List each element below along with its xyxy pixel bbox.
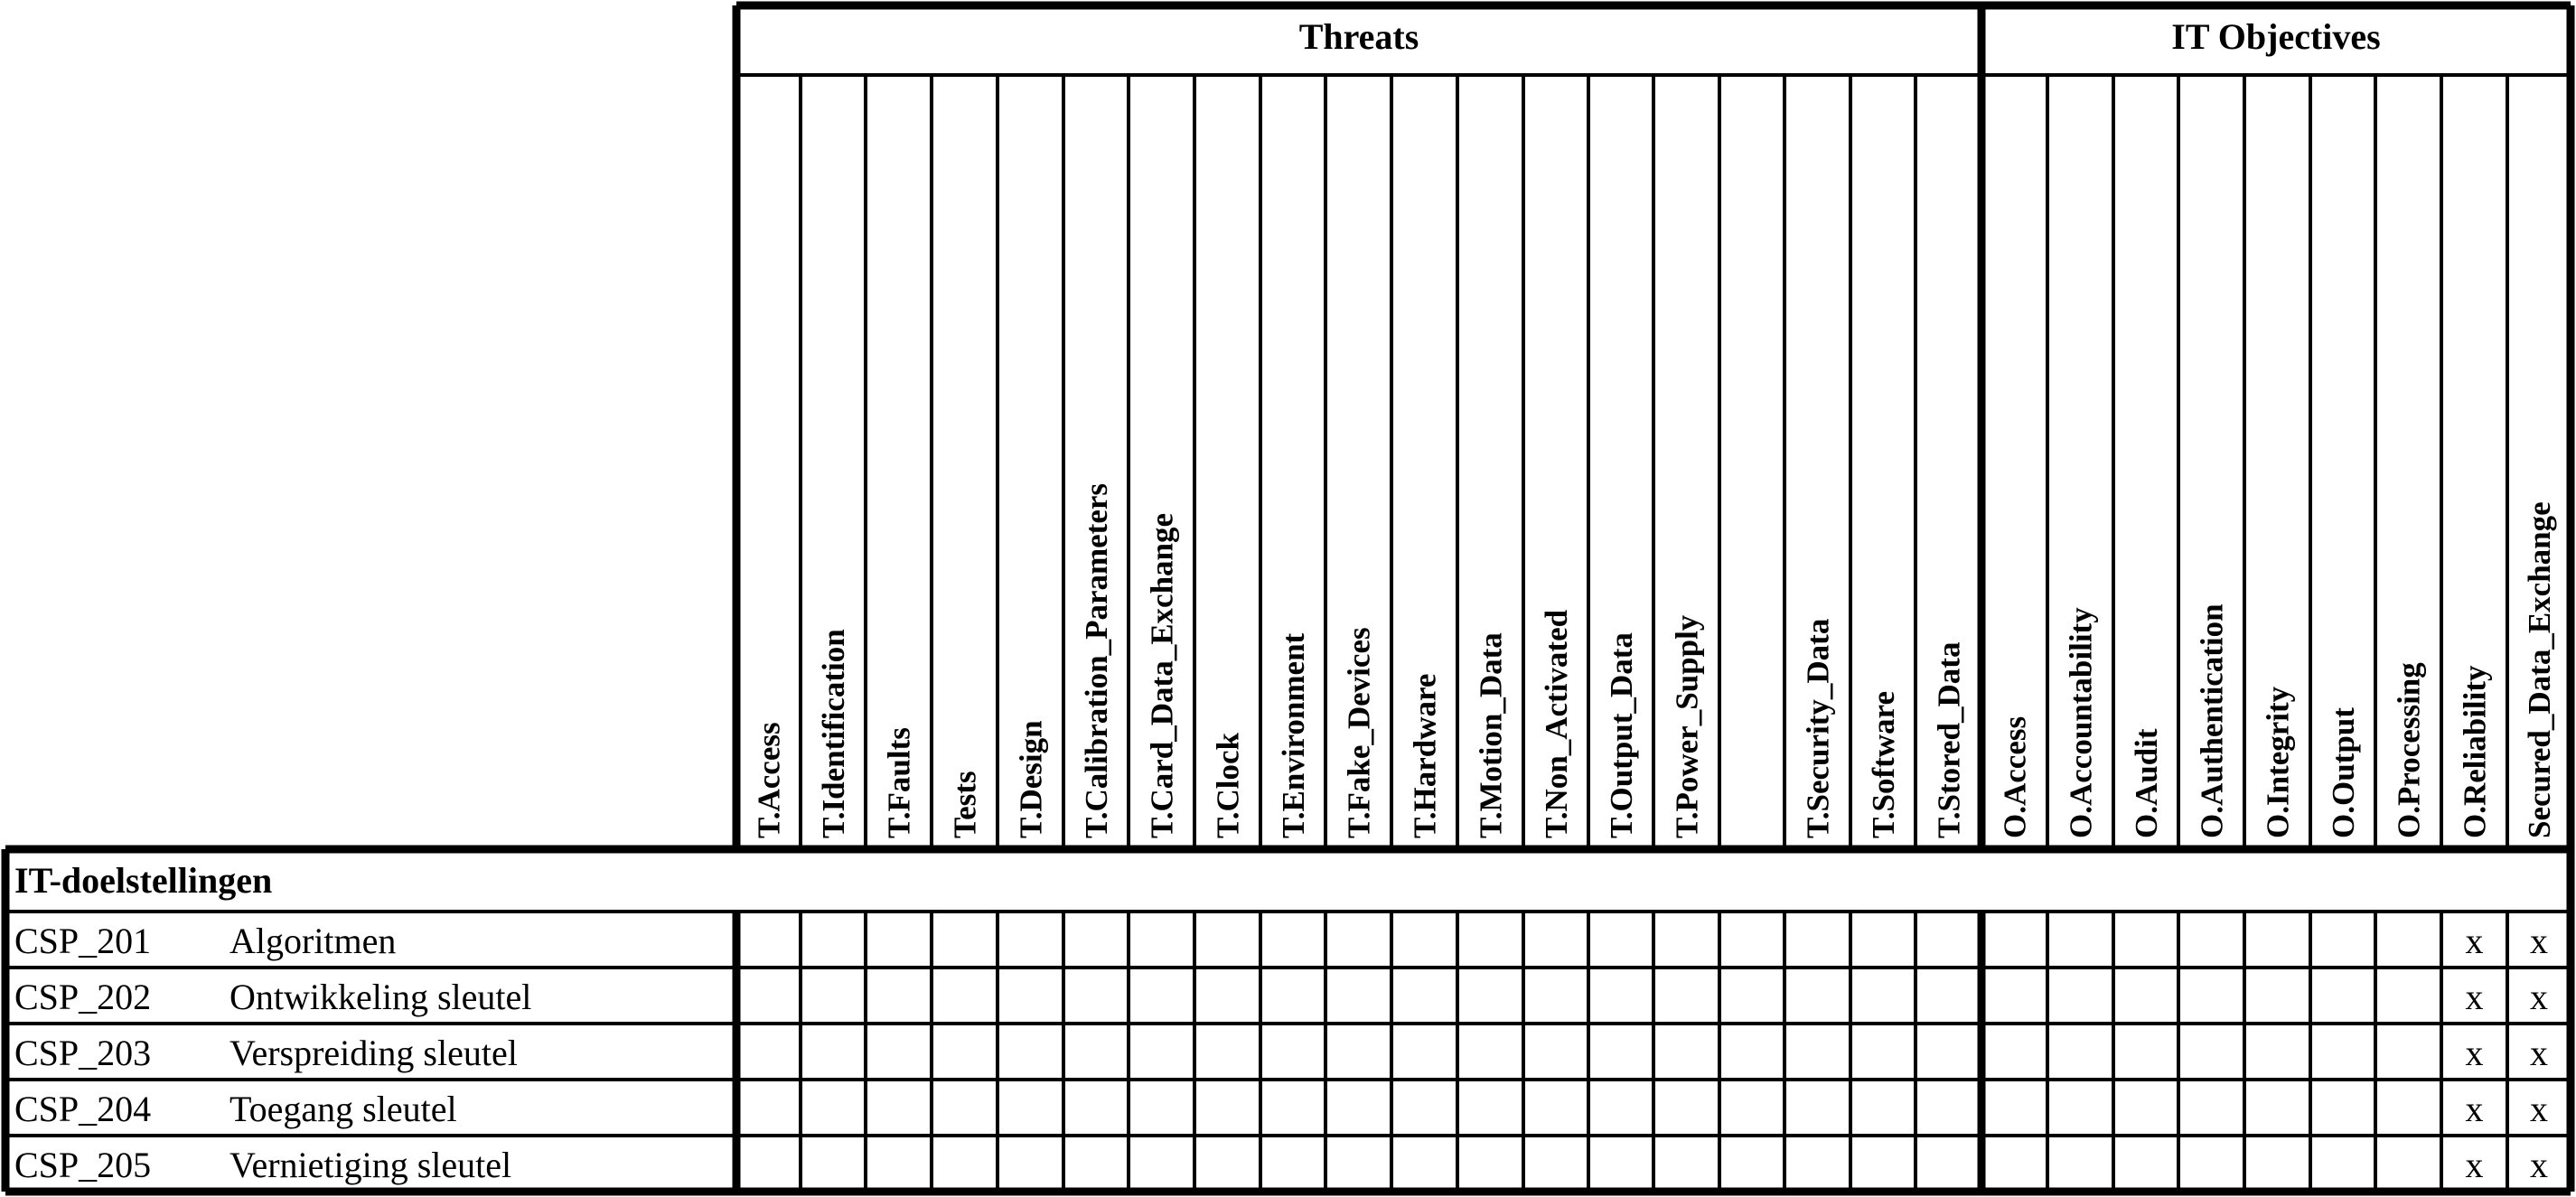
cell-mark: x [2465, 1145, 2484, 1185]
row-name: Verspreiding sleutel [229, 1033, 518, 1073]
column-header: T.Power_Supply [1669, 614, 1705, 838]
column-header: T.Card_Data_Exchange [1144, 512, 1180, 838]
table-row [14, 921, 2548, 961]
column-header: T.Clock [1210, 733, 1246, 838]
column-header: O.Integrity [2260, 686, 2296, 838]
cell-mark: x [2530, 977, 2548, 1017]
table-row [14, 1033, 2548, 1073]
column-header: T.Design [1013, 720, 1049, 838]
column-header: O.Accountability [2063, 607, 2099, 838]
cell-mark: x [2530, 921, 2548, 961]
column-header: O.Output [2326, 707, 2361, 838]
row-name: Vernietiging sleutel [229, 1145, 512, 1185]
row-code: CSP_203 [14, 1033, 152, 1073]
column-header: Secured_Data_Exchange [2522, 501, 2557, 838]
column-header: T.Stored_Data [1931, 641, 1967, 838]
row-code: CSP_202 [14, 977, 152, 1017]
column-header: T.Fake_Devices [1341, 627, 1377, 838]
row-name: Toegang sleutel [229, 1089, 457, 1129]
group-header-it-objectives: IT Objectives [2171, 16, 2381, 57]
column-header: O.Authentication [2194, 603, 2230, 838]
column-header: T.Identification [816, 629, 851, 838]
column-header: Tests [947, 771, 983, 838]
column-header: O.Access [1997, 715, 2033, 838]
cell-mark: x [2465, 1089, 2484, 1129]
row-code: CSP_201 [14, 921, 152, 961]
column-header: O.Processing [2391, 662, 2427, 838]
table-row [14, 977, 2548, 1017]
column-header: T.Hardware [1407, 673, 1443, 838]
column-header: T.Calibration_Parameters [1079, 482, 1114, 838]
table-row [14, 1089, 2548, 1129]
column-header: T.Software [1866, 691, 1901, 838]
cell-mark: x [2530, 1089, 2548, 1129]
group-header-threats: Threats [1298, 16, 1419, 57]
column-header: T.Output_Data [1604, 632, 1639, 838]
column-header: O.Audit [2129, 728, 2164, 838]
row-code: CSP_205 [14, 1145, 152, 1185]
row-name: Algoritmen [229, 921, 397, 961]
cell-mark: x [2465, 1033, 2484, 1073]
cell-mark: x [2530, 1145, 2548, 1185]
column-header: T.Access [751, 722, 787, 838]
column-header: O.Reliability [2457, 665, 2493, 838]
row-code: CSP_204 [14, 1089, 152, 1129]
column-header: T.Faults [881, 727, 917, 838]
section-label: IT-doelstellingen [14, 860, 273, 901]
cell-mark: x [2465, 921, 2484, 961]
table-row [14, 1145, 2548, 1185]
column-header: T.Non_Activated [1539, 609, 1574, 838]
column-header: T.Security_Data [1800, 618, 1836, 838]
cell-mark: x [2465, 977, 2484, 1017]
cell-mark: x [2530, 1033, 2548, 1073]
column-header: T.Motion_Data [1473, 632, 1509, 838]
column-header: T.Environment [1276, 632, 1311, 838]
row-name: Ontwikkeling sleutel [229, 977, 532, 1017]
